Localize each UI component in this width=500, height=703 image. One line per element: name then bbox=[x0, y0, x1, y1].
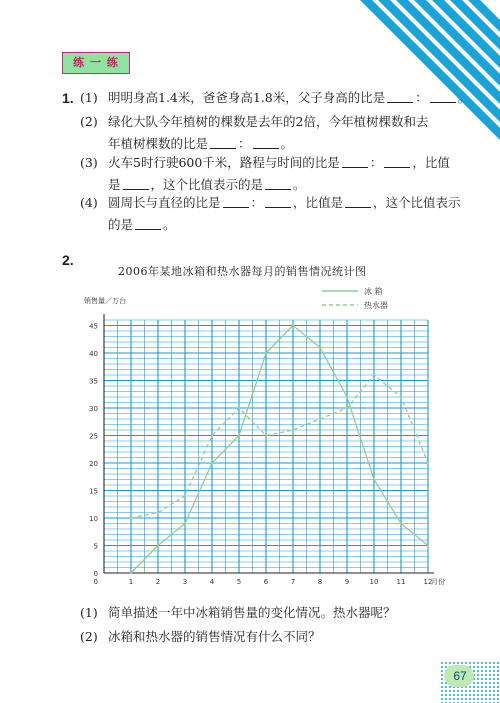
x-tick-label: 0 bbox=[93, 578, 98, 586]
y-tick-label: 40 bbox=[89, 350, 98, 358]
data-point-water-heater bbox=[130, 517, 132, 519]
question-1-1 bbox=[80, 87, 470, 109]
item-number: (4) bbox=[80, 195, 98, 210]
y-tick-label: 20 bbox=[89, 460, 98, 468]
item-text: 是 bbox=[108, 177, 121, 192]
answer-blank[interactable] bbox=[265, 195, 291, 208]
data-point-refrigerator bbox=[427, 545, 429, 547]
item-text: 冰箱和热水器的销售情况有什么不同？ bbox=[108, 629, 321, 644]
item-text: ，这个比值表示 bbox=[373, 195, 461, 210]
y-tick-label: 0 bbox=[93, 570, 98, 578]
x-tick-label: 7 bbox=[290, 578, 296, 586]
data-point-refrigerator bbox=[292, 325, 294, 327]
answer-blank[interactable] bbox=[123, 177, 149, 190]
x-tick-label: 3 bbox=[182, 578, 188, 586]
data-point-refrigerator bbox=[400, 523, 402, 525]
data-point-water-heater bbox=[265, 435, 267, 437]
item-number: (1) bbox=[80, 605, 98, 620]
x-tick-label: 6 bbox=[263, 578, 269, 586]
y-tick-label: 25 bbox=[89, 432, 98, 441]
question-1-3 bbox=[80, 152, 450, 196]
item-text: 火车5时行驶600千米，路程与时间的比是 bbox=[108, 155, 340, 170]
item-text: 年植树棵数的比是 bbox=[108, 136, 209, 151]
x-tick-label: 9 bbox=[344, 578, 350, 586]
question-1-2 bbox=[80, 111, 428, 155]
answer-blank[interactable] bbox=[210, 136, 236, 149]
answer-blank[interactable] bbox=[265, 177, 291, 190]
item-number: (1) bbox=[80, 90, 98, 105]
data-point-water-heater bbox=[400, 396, 402, 398]
data-point-water-heater bbox=[373, 374, 375, 376]
item-text: ，这个比值表示的是 bbox=[150, 177, 264, 192]
colon: ： bbox=[238, 136, 251, 151]
data-point-refrigerator bbox=[346, 396, 348, 398]
x-tick-label: 10 bbox=[369, 578, 379, 586]
question-1-4 bbox=[80, 192, 461, 236]
data-point-water-heater bbox=[427, 462, 429, 464]
answer-blank[interactable] bbox=[430, 90, 456, 103]
legend-label: 冰 箱 bbox=[364, 287, 383, 296]
question-2-2 bbox=[80, 627, 321, 645]
x-tick-label: 8 bbox=[317, 578, 323, 586]
question-2-number: 2. bbox=[62, 252, 74, 268]
item-text: 的是 bbox=[108, 217, 134, 232]
item-text: 简单描述一年中冰箱销售量的变化情况。热水器呢？ bbox=[108, 605, 396, 620]
data-point-refrigerator bbox=[157, 545, 159, 547]
answer-blank[interactable] bbox=[342, 155, 368, 168]
data-point-water-heater bbox=[211, 435, 213, 437]
data-point-refrigerator bbox=[238, 435, 240, 437]
data-point-refrigerator bbox=[211, 462, 213, 464]
y-tick-label: 30 bbox=[89, 405, 98, 413]
answer-blank[interactable] bbox=[135, 217, 161, 230]
y-axis-label: 销售量／万台 bbox=[84, 297, 126, 305]
legend-label: 热水器 bbox=[364, 301, 388, 310]
question-2-1 bbox=[80, 603, 396, 621]
data-point-refrigerator bbox=[319, 347, 321, 349]
section-label: 练 一 练 bbox=[62, 52, 130, 74]
item-number: (2) bbox=[80, 114, 98, 129]
period: 。 bbox=[457, 90, 471, 105]
x-tick-label: 12 bbox=[423, 578, 433, 586]
item-text: 绿化大队今年植树的棵数是去年的2倍，今年植树棵数和去 bbox=[108, 114, 429, 129]
sales-line-chart bbox=[60, 282, 450, 592]
page-number: 67 bbox=[453, 669, 467, 683]
period: 。 bbox=[163, 217, 176, 232]
y-tick-label: 45 bbox=[89, 322, 98, 331]
y-tick-label: 5 bbox=[93, 542, 98, 551]
x-tick-label: 4 bbox=[209, 578, 215, 586]
data-point-water-heater bbox=[157, 512, 159, 514]
answer-blank[interactable] bbox=[223, 195, 249, 208]
data-point-refrigerator bbox=[373, 479, 375, 481]
answer-blank[interactable] bbox=[384, 155, 410, 168]
data-point-water-heater bbox=[238, 407, 240, 409]
x-axis-label: 月份 bbox=[431, 578, 445, 586]
item-text: 明明身高1.4米，爸爸身高1.8米，父子身高的比是 bbox=[108, 90, 386, 105]
data-point-refrigerator bbox=[130, 572, 132, 574]
answer-blank[interactable] bbox=[345, 195, 371, 208]
y-tick-label: 35 bbox=[89, 377, 98, 386]
item-text: ，比值 bbox=[412, 155, 450, 170]
chart-title: 2006年某地冰箱和热水器每月的销售情况统计图 bbox=[118, 265, 367, 278]
item-number: (2) bbox=[80, 629, 98, 644]
y-tick-label: 15 bbox=[89, 487, 98, 496]
answer-blank[interactable] bbox=[387, 90, 413, 103]
x-tick-label: 2 bbox=[155, 578, 161, 586]
data-point-water-heater bbox=[184, 495, 186, 497]
colon: ： bbox=[250, 195, 264, 210]
data-point-water-heater bbox=[346, 407, 348, 409]
item-text: ，比值是 bbox=[293, 195, 344, 210]
colon: ： bbox=[369, 155, 383, 170]
y-tick-label: 10 bbox=[89, 515, 98, 523]
data-point-water-heater bbox=[292, 429, 294, 431]
data-point-refrigerator bbox=[184, 523, 186, 525]
colon: ： bbox=[415, 90, 428, 105]
item-text: 圆周长与直径的比是 bbox=[108, 195, 221, 210]
answer-blank[interactable] bbox=[253, 136, 279, 149]
question-1-number: 1. bbox=[62, 90, 74, 106]
data-point-refrigerator bbox=[265, 352, 267, 354]
period: 。 bbox=[293, 177, 306, 192]
x-tick-label: 11 bbox=[396, 578, 406, 586]
item-number: (3) bbox=[80, 155, 98, 170]
data-point-water-heater bbox=[319, 418, 321, 420]
x-tick-label: 5 bbox=[236, 578, 242, 586]
period: 。 bbox=[280, 136, 294, 151]
x-tick-label: 1 bbox=[128, 578, 134, 586]
